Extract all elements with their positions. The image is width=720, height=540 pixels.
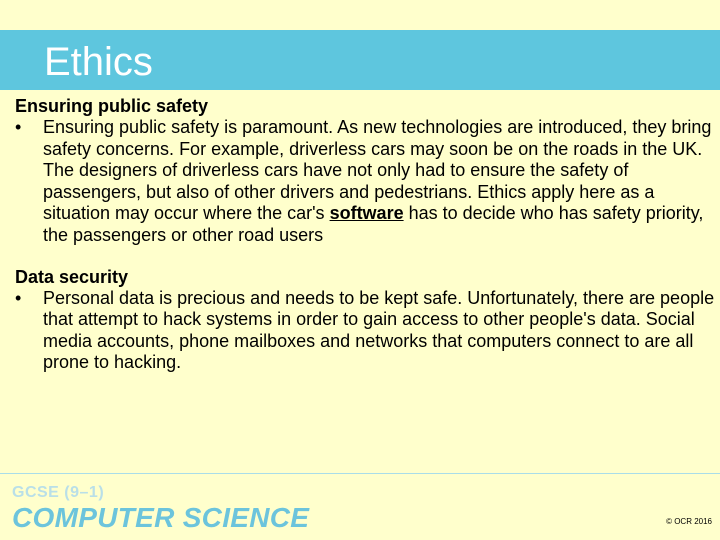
title-bar	[0, 30, 720, 90]
bullet-text-start: Ensuring public safety is paramount. As new technologies are introduced, they bring safety concerns. For example, driverless cars may soon be on the roads in the UK. The designers of driverless cars have not only had to ensure the safety of passengers, but also of other drivers and pedestrians. Ethics apply here as a situation may occur where the car's	[43, 117, 712, 224]
bullet-item	[15, 117, 715, 247]
copyright-notice: © OCR 2016	[666, 517, 712, 526]
bullet-text-end: has to decide who has safety priority, the passengers or other road users	[43, 203, 704, 245]
software-link[interactable]: software	[329, 203, 404, 224]
footer-divider	[0, 473, 720, 474]
bullet-marker: •	[15, 287, 22, 308]
section-data-security	[15, 267, 715, 374]
slide-content	[15, 96, 715, 394]
slide-title: Ethics	[44, 40, 153, 84]
bullet-text: Personal data is precious and needs to be kept safe. Unfortunately, there are people that attempt to hack systems in order to gain access to other people's data. Social media accounts, phone mailboxes and networks that computers connect to are all prone to hacking.	[43, 287, 715, 373]
top-band	[0, 0, 720, 30]
footer-qualification: GCSE (9–1)	[12, 484, 105, 501]
bullet-marker: •	[15, 117, 22, 137]
section-public-safety	[15, 96, 715, 247]
footer-subject-logo: COMPUTER SCIENCE	[12, 502, 310, 533]
section-heading: Data security	[15, 266, 129, 287]
section-heading: Ensuring public safety	[15, 96, 209, 116]
bullet-item	[15, 288, 715, 374]
